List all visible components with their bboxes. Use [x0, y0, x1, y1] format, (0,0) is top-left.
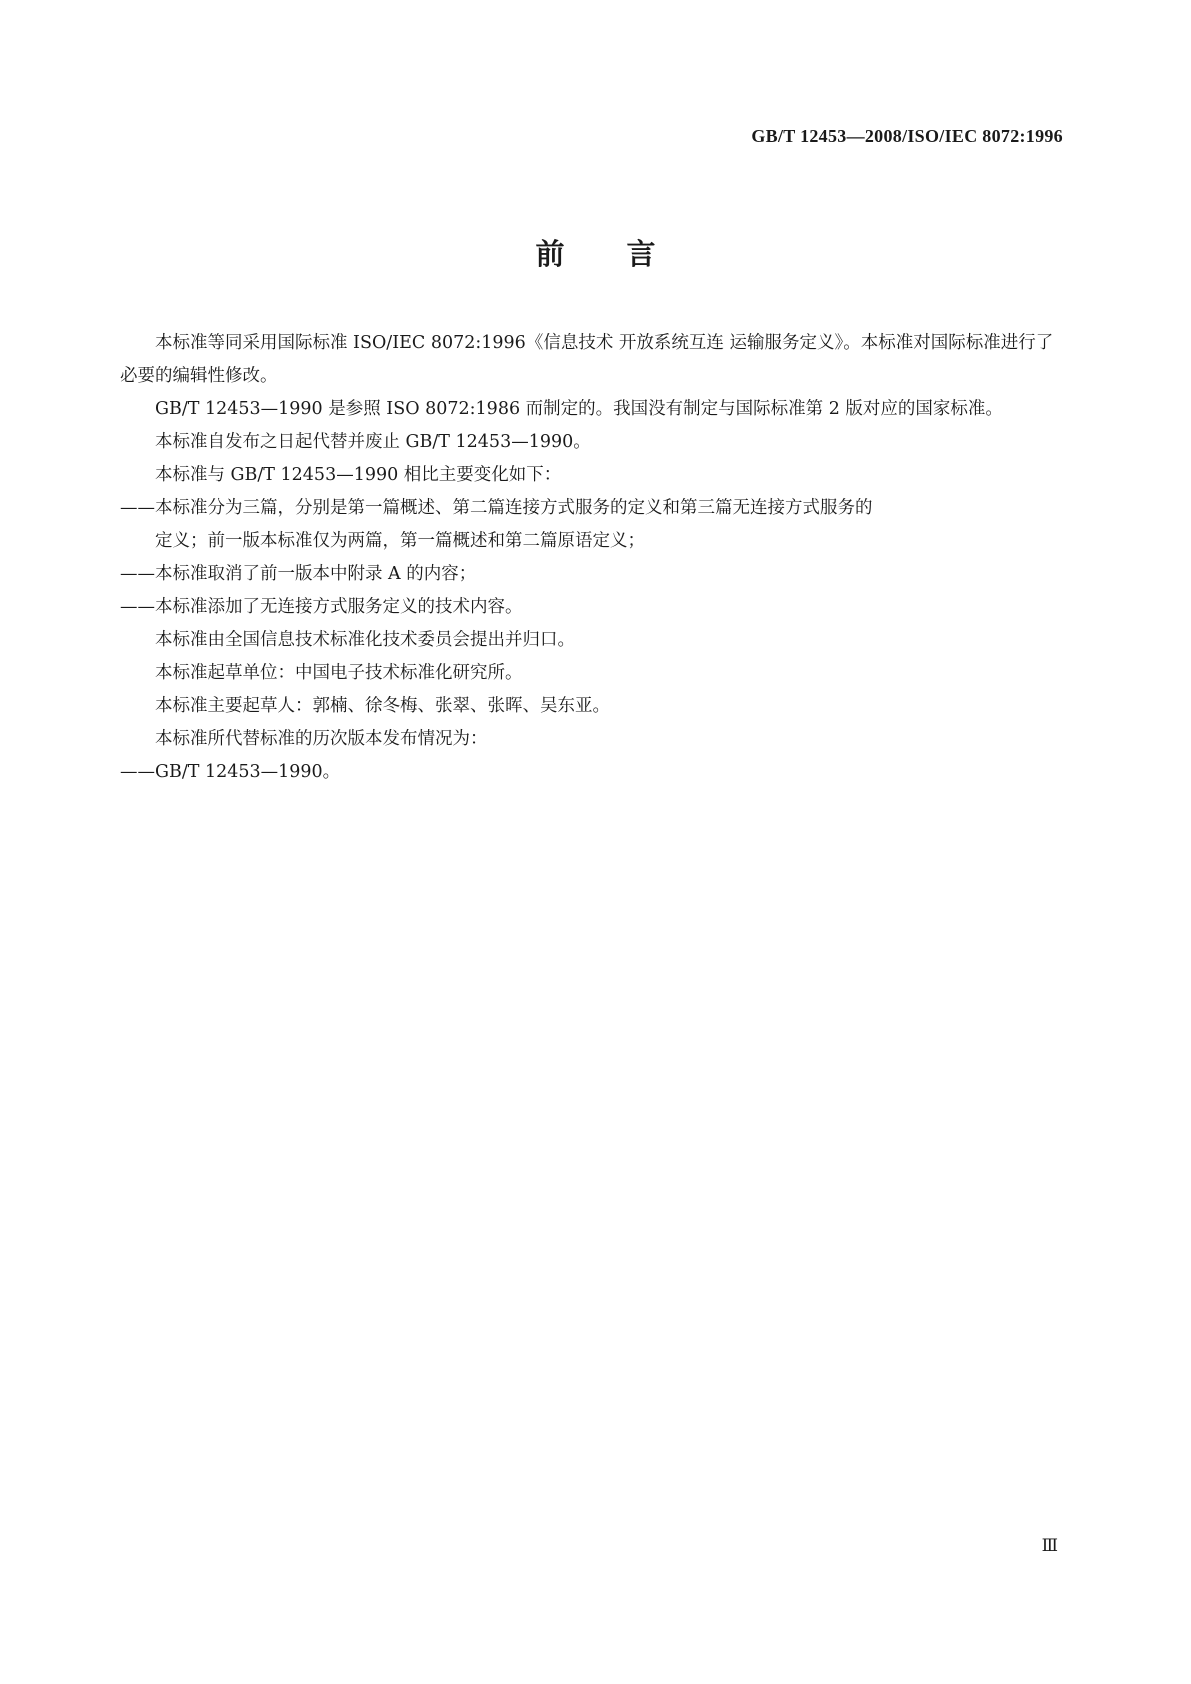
change-item-2	[120, 558, 1062, 591]
paragraph-replacement: 本标准自发布之日起代替并废止 GB/T 12453—1990。	[155, 432, 591, 452]
history-item-1: ——GB/T 12453—1990。	[120, 762, 341, 782]
paragraph-drafting-unit: 本标准起草单位：中国电子技术标准化研究所。	[155, 663, 523, 683]
paragraph-drafters: 本标准主要起草人：郭楠、徐冬梅、张翠、张晖、吴东亚。	[155, 696, 610, 716]
standard-code-header: GB/T 12453—2008/ISO/IEC 8072:1996	[751, 126, 1063, 146]
paragraph-previous-version: GB/T 12453—1990 是参照 ISO 8072:1986 而制定的。我国没有制定与国际标准第 2 版对应的国家标准。	[155, 399, 1003, 419]
paragraph-committee: 本标准由全国信息技术标准化技术委员会提出并归口。	[155, 630, 575, 650]
change-item-3-line1: ——本标准添加了无连接方式服务定义的技术内容。	[120, 597, 523, 617]
paragraph-history-intro: 本标准所代替标准的历次版本发布情况为：	[155, 729, 488, 749]
document-body	[120, 327, 1062, 789]
change-item-2-line1: ——本标准取消了前一版本中附录 A 的内容；	[120, 564, 477, 584]
change-item-3	[120, 591, 1062, 624]
paragraph-adoption: 本标准等同采用国际标准 ISO/IEC 8072:1996《信息技术 开放系统互连 运输服务定义》。本标准对国际标准进行了必要的编辑性修改。	[120, 333, 1054, 386]
paragraph-changes-intro: 本标准与 GB/T 12453—1990 相比主要变化如下：	[155, 465, 562, 485]
page-title: 前言	[535, 237, 718, 271]
change-item-1	[120, 492, 1062, 558]
change-item-1-line1: ——本标准分为三篇，分别是第一篇概述、第二篇连接方式服务的定义和第三篇无连接方式服务的	[120, 498, 873, 518]
change-item-1-line2: 定义；前一版本标准仅为两篇，第一篇概述和第二篇原语定义；	[155, 531, 645, 551]
page-number: Ⅲ	[1041, 1536, 1058, 1555]
